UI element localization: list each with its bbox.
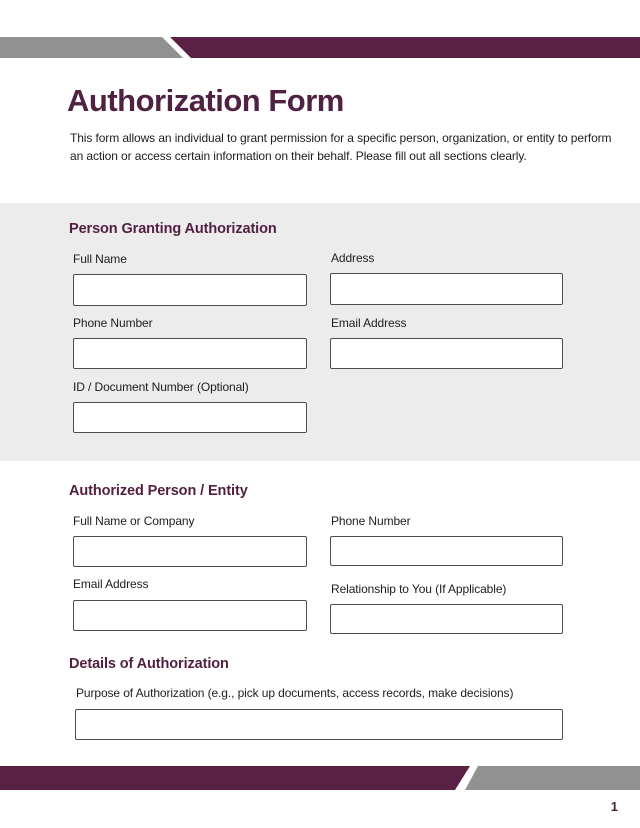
grantor-section-title: Person Granting Authorization [69,221,277,237]
grantor-email-input[interactable] [330,338,563,369]
authorized-name-label: Full Name or Company [73,514,195,528]
header-stripe-maroon [170,37,640,58]
grantor-phone-label: Phone Number [73,316,153,330]
header-stripe-gray [0,37,183,58]
authorized-email-input[interactable] [73,600,307,631]
authorized-relationship-input[interactable] [330,604,563,634]
page-number: 1 [610,799,618,814]
form-description: This form allows an individual to grant permission for a specific person, organization, or entity to perform an action or access certain information on their behalf. Please fill out all sections clearly. [70,131,612,163]
grantor-full-name-input[interactable] [73,274,307,306]
grantor-address-label: Address [331,251,375,265]
authorized-name-input[interactable] [73,536,307,567]
authorized-phone-label: Phone Number [331,514,411,528]
details-section-title: Details of Authorization [69,656,229,672]
grantor-id-number-input[interactable] [73,402,307,433]
authorized-phone-input[interactable] [330,536,563,566]
grantor-address-input[interactable] [330,273,563,305]
footer-stripe-gray [465,766,640,790]
details-purpose-input[interactable] [75,709,563,740]
authorized-email-label: Email Address [73,577,149,591]
authorized-section-title: Authorized Person / Entity [69,483,248,499]
grantor-id-number-label: ID / Document Number (Optional) [73,380,249,394]
page-title: Authorization Form [67,83,344,118]
grantor-full-name-label: Full Name [73,252,127,266]
authorized-relationship-label: Relationship to You (If Applicable) [331,582,507,596]
details-purpose-label: Purpose of Authorization (e.g., pick up documents, access records, make decisions) [76,686,514,700]
grantor-phone-input[interactable] [73,338,307,369]
grantor-email-label: Email Address [331,316,407,330]
footer-stripe-maroon [0,766,470,790]
